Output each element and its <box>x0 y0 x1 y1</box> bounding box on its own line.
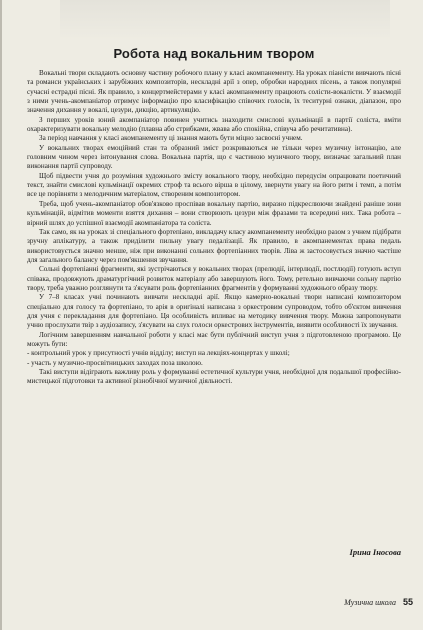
page-number: 55 <box>402 597 413 607</box>
paragraph-poetic-text: Щоб підвести учня до розуміння художнього змісту вокального твору, необхідно передусім опрацювати поетичний текст, знайти смислові кульмінації окремих строф та всього вірша в цілому, звернути увагу на його ритм і темп, а потім все це порівняти з мелодичним матеріалом, створеним композитором. <box>27 171 401 199</box>
paragraph-intonation: У вокальних творах емоційний стан та образний зміст розкриваються не тільки через музичну інтонацію, але головним чином через інтонування слова. Вокальна партія, що є частиною музичного твору, визначає загальний план виконання партії супроводу. <box>27 143 401 171</box>
paragraph-solo-fragments: Сольні фортепіанні фрагменти, які зустрічаються у вокальних творах (прелюдії, інтерлюдії, постлюдії) готують вступ співака, продовжують драматургічний розвиток матеріалу або завершують його. Тому, ретельно вивчаючи сольну партію твору, треба уважно розглянути та з'ясувати роль фортепіанних фрагментів у формуванні художнього образу твору. <box>27 265 401 292</box>
paragraph-pedaling: Так само, як на уроках зі спеціального фортепіано, викладачу класу акомпанементу необхідно разом з учнем підібрати зручну аплікатуру, а також приділити пильну увагу педалізації. Як правило, в акомпанементах права педаль використовується значно менше, ніж при виконанні сольних фортепіанних творів. Ліва ж застосовується значно частіше для загального балансу через пом'якшення звучання. <box>27 227 401 264</box>
paragraph-closing: Такі виступи відіграють важливу роль у формуванні естетичної культури учня, необхідної для подальшої професійно-мистецької підготовки та активної різнобічної музичної діяльності. <box>27 368 401 386</box>
magazine-name: Музична школа <box>344 598 396 607</box>
page-footer <box>344 597 413 607</box>
paragraph-knowledge: За період навчання у класі акомпанементу ці знання мають бути міцно засвоєні учнем. <box>39 134 303 143</box>
paragraph-culmination: З перших уроків юний акомпаніатор повинен учитись знаходити смислові кульмінації в партії соліста, вміти охарактеризувати вокальну мелодію (плавна або стрибками, жвава або спокійна, співуча або речитативна). <box>27 115 401 134</box>
article-title: Робота над вокальним твором <box>113 46 315 61</box>
paragraph-intro: Вокальні твори складають основну частину робочого плану у класі акомпанементу. На уроках піаністи вивчають пісні та романси українських і зарубіжних композиторів, нескладні арії з опер, обробки народних пісень, а також популярні сучасні естрадні пісні. Як правило, з концертмейстерами у класі акомпанементу працюють солісти-вокалісти. У взаємодії з ними учень-акомпаніатор отримує інформацію про класифікацію співочих голосів, їх теситурні ознаки, діапазон, про значення дихання у вокалі, цезури, дикцію, артикуляцію. <box>27 69 401 115</box>
article <box>27 46 401 387</box>
article-body <box>27 69 401 387</box>
paragraph-singing: Треба, щоб учень-акомпаніатор обов'язково проспівав вокальну партію, виразно підкреслюючи знайдені раніше зони кульмінацій, відмітив моменти взяття дихання – вони створюють цезури між фразами та всередині них. Така робота – вірний шлях до успішної взаємодії акомпаніатора та соліста. <box>27 199 401 227</box>
list-item: - контрольний урок у присутності учнів відділу; виступ на лекціях-концертах у школі; <box>27 349 290 358</box>
author-signature: Ірина Іносова <box>349 547 401 557</box>
list-item: - участь у музично-просвітницьких заходах поза школою. <box>27 358 203 367</box>
paragraph-arias: У 7–8 класах учні починають вивчати нескладні арії. Якщо камерно-вокальні твори написані композитором спеціально для голосу та фортепіано, то арія в оригіналі написана з оркестровим супроводом, тобто об'єктом вивчення для учня є перекладання для фортепіано. Ця особливість впливає на методику вивчення твору. Можна запропонувати учню прослухати твір з аудіозапису, з'ясувати на слух голоси оркестрових інструментів, виявити особливості їх звучання. <box>27 293 401 330</box>
show-through-header <box>60 0 390 40</box>
paragraph-performance: Логічним завершенням навчальної роботи у класі має бути публічний виступ учня з підготовленою програмою. Це можуть бути: <box>27 330 401 348</box>
